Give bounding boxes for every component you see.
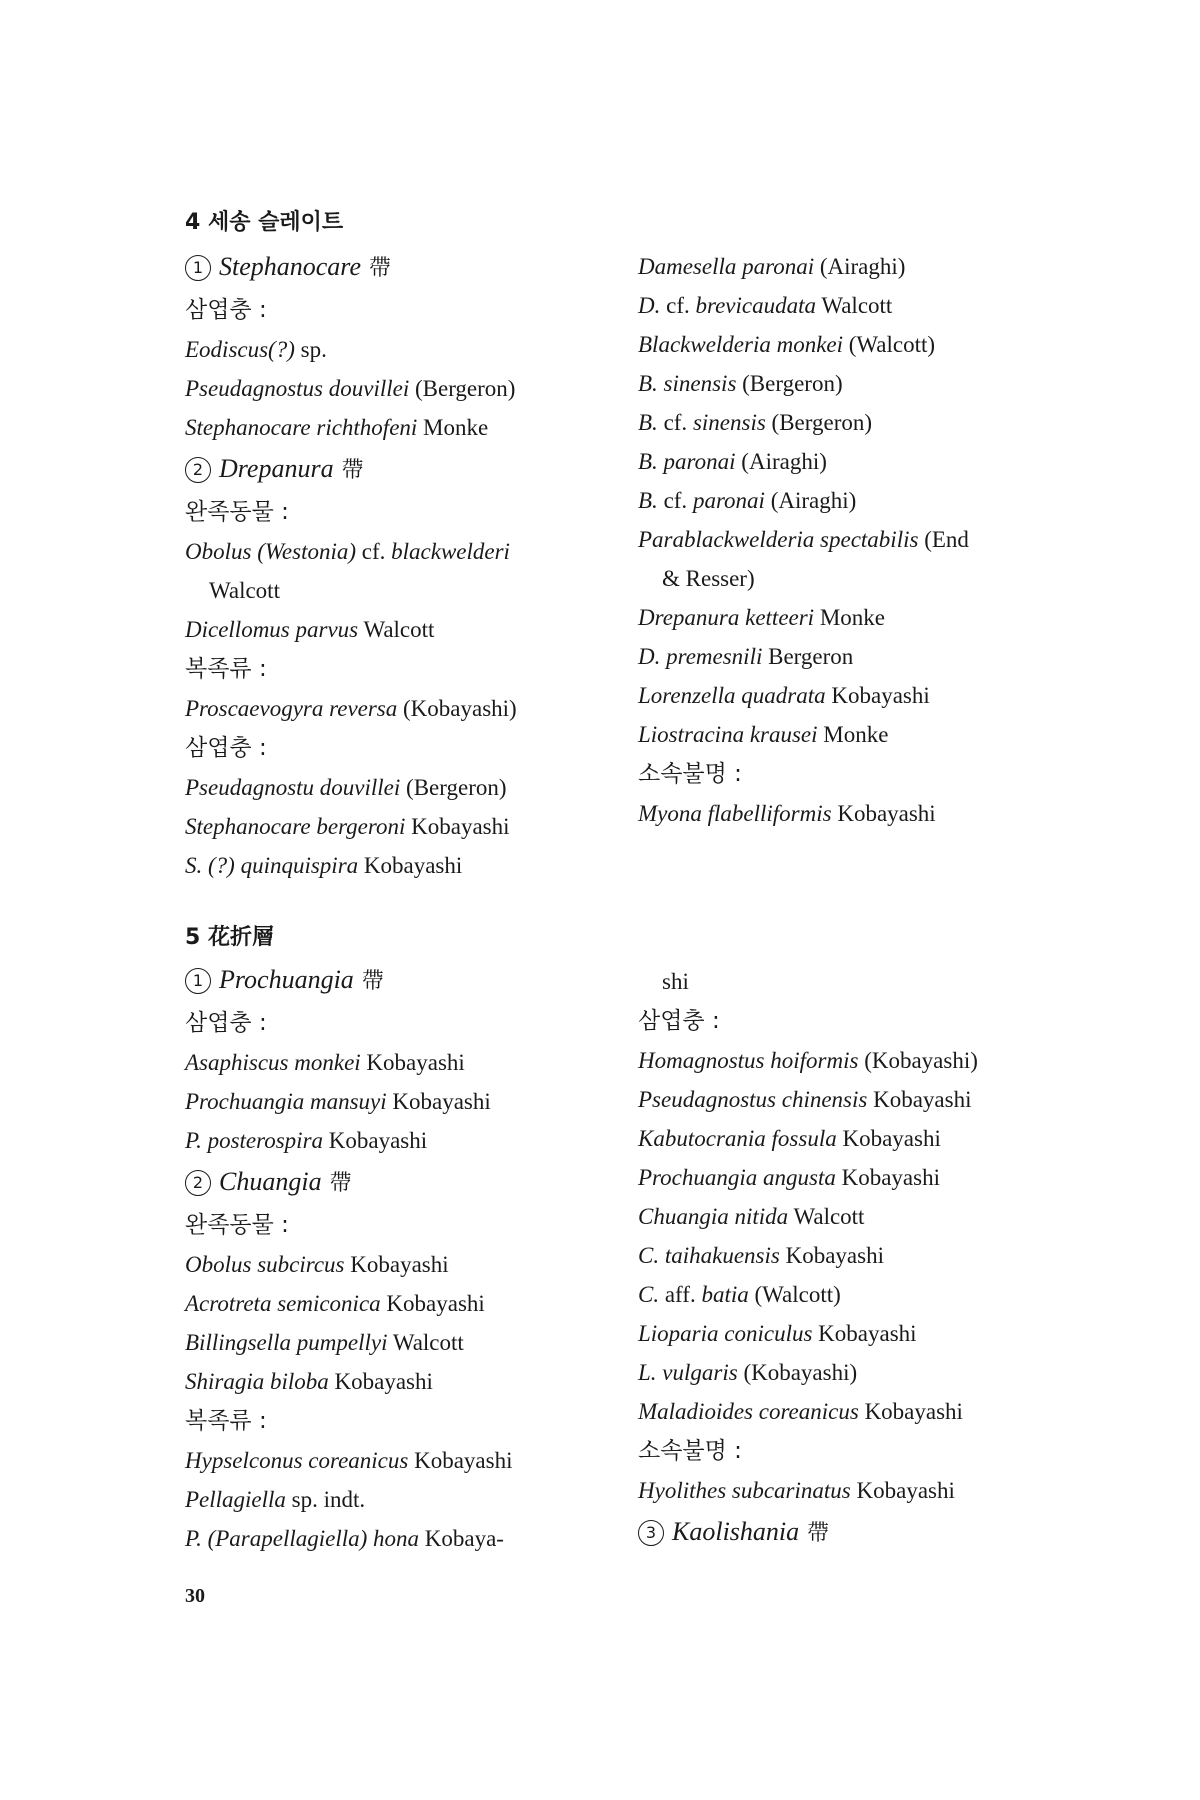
authority: Monke	[417, 415, 489, 440]
zone-heading	[185, 447, 625, 492]
species-entry	[638, 715, 1078, 754]
zone-number: 2	[185, 1170, 211, 1196]
species-entry	[185, 1082, 625, 1121]
authority: (Bergeron)	[400, 775, 507, 800]
species-name: Myona flabelliformis	[638, 801, 832, 826]
zone-heading	[185, 958, 625, 1003]
group-heading: 소속불명 :	[638, 1438, 742, 1464]
authority: cf.	[660, 293, 696, 318]
zone-heading	[185, 245, 625, 290]
species-name: paronai	[692, 488, 765, 513]
species-entry	[185, 610, 625, 649]
species-name: C. taihakuensis	[638, 1243, 780, 1268]
species-name: blackwelderi	[391, 539, 510, 564]
species-name: brevicaudata	[695, 293, 817, 318]
species-entry	[638, 1080, 1078, 1119]
species-entry	[185, 1480, 625, 1519]
authority: Walcott	[788, 1204, 865, 1229]
zone-name: Drepanura	[219, 454, 334, 483]
zone-heading	[185, 1160, 625, 1205]
zone-suffix: 帶	[369, 256, 392, 281]
species-entry	[185, 369, 625, 408]
species-entry	[185, 1519, 625, 1558]
column-left	[185, 958, 625, 1558]
species-entry	[185, 846, 625, 885]
species-name: Hypselconus coreanicus	[185, 1448, 409, 1473]
species-name: Homagnostus hoiformis	[638, 1048, 859, 1073]
species-name: Lioparia coniculus	[638, 1321, 813, 1346]
species-name: Pseudagnostu douvillei	[185, 775, 401, 800]
authority: Kobayashi	[779, 1243, 884, 1268]
species-entry	[638, 1158, 1078, 1197]
authority: Kobayashi	[825, 683, 930, 708]
species-name: Billingsella pumpellyi	[185, 1330, 388, 1355]
species-entry	[638, 1041, 1078, 1080]
authority: Kobayashi	[386, 1089, 491, 1114]
species-name: Liostracina krausei	[638, 722, 818, 747]
species-entry	[185, 1441, 625, 1480]
species-entry	[638, 1353, 1078, 1392]
species-name: B. sinensis	[638, 371, 737, 396]
authority: (Kobayashi)	[858, 1048, 978, 1073]
authority: Walcott	[816, 293, 893, 318]
species-name: Shiragia biloba	[185, 1369, 329, 1394]
species-entry	[638, 403, 1078, 442]
species-name: B. paronai	[638, 449, 736, 474]
species-name: Drepanura ketteeri	[638, 605, 815, 630]
species-entry	[185, 1245, 625, 1284]
authority: (Airaghi)	[735, 449, 827, 474]
entry-continuation	[638, 962, 1078, 1001]
authority: Kobayashi	[835, 1165, 940, 1190]
authority: sp.	[294, 337, 327, 362]
authority: Walcott	[209, 578, 280, 603]
species-entry	[638, 794, 1078, 833]
section-number: 5	[185, 925, 201, 950]
zone-suffix: 帶	[807, 1521, 830, 1546]
authority: Kobayashi	[344, 1252, 449, 1277]
species-entry	[185, 1323, 625, 1362]
species-name: batia	[701, 1282, 749, 1307]
authority: Monke	[814, 605, 885, 630]
species-entry	[185, 768, 625, 807]
zone-number: 1	[185, 968, 211, 994]
authority: (End	[918, 527, 969, 552]
species-entry	[185, 689, 625, 728]
authority: (Kobayashi)	[397, 696, 517, 721]
species-name: Prochuangia mansuyi	[185, 1089, 387, 1114]
species-name: Asaphiscus monkei	[185, 1050, 361, 1075]
authority: Monke	[817, 722, 889, 747]
species-name: Chuangia nitida	[638, 1204, 789, 1229]
species-name: Pellagiella	[185, 1487, 286, 1512]
authority: (Airaghi)	[764, 488, 857, 513]
species-name: Damesella paronai	[638, 254, 815, 279]
species-name: D. premesnili	[638, 644, 763, 669]
species-entry	[638, 1314, 1078, 1353]
authority: (Bergeron)	[736, 371, 843, 396]
zone-suffix: 帶	[341, 458, 364, 483]
authority: (Airaghi)	[814, 254, 906, 279]
authority: (Kobayashi)	[737, 1360, 858, 1385]
authority: Kobayashi	[328, 1369, 433, 1394]
authority: Kobayashi	[812, 1321, 917, 1346]
group-heading: 복족류 :	[185, 656, 267, 682]
species-name: P. (Parapellagiella) hona	[185, 1526, 420, 1551]
zone-name: Stephanocare	[219, 252, 361, 281]
authority: Kobayashi	[360, 1050, 465, 1075]
section-heading	[185, 205, 343, 236]
species-entry	[638, 247, 1078, 286]
group-heading: 복족류 :	[185, 1408, 267, 1434]
species-name: Acrotreta semiconica	[185, 1291, 381, 1316]
authority: Walcott	[387, 1330, 464, 1355]
authority: Kobayashi	[858, 1399, 963, 1424]
authority: Kobayashi	[408, 1448, 513, 1473]
authority: Kobayashi	[831, 801, 936, 826]
group-heading: 삼엽충 :	[185, 297, 267, 323]
group-heading: 삼엽충 :	[185, 1010, 267, 1036]
group-heading: 삼엽충 :	[638, 1008, 720, 1034]
species-entry	[638, 325, 1078, 364]
species-name: Blackwelderia monkei	[638, 332, 844, 357]
section-title: 花折層	[207, 925, 274, 950]
authority: Kobaya-	[419, 1526, 504, 1551]
species-entry	[638, 598, 1078, 637]
species-entry	[185, 532, 625, 571]
species-entry	[638, 481, 1078, 520]
species-entry	[638, 442, 1078, 481]
species-entry	[185, 330, 625, 369]
species-entry	[638, 676, 1078, 715]
authority: cf.	[356, 539, 392, 564]
authority: Kobayashi	[850, 1478, 955, 1503]
species-entry	[185, 408, 625, 447]
authority: shi	[662, 969, 689, 994]
zone-suffix: 帶	[329, 1171, 352, 1196]
species-name: Hyolithes subcarinatus	[638, 1478, 851, 1503]
species-name: B.	[638, 410, 658, 435]
species-name: Maladioides coreanicus	[638, 1399, 859, 1424]
species-name: Obolus subcircus	[185, 1252, 345, 1277]
authority: (Bergeron)	[765, 410, 873, 435]
zone-number: 1	[185, 255, 211, 281]
species-entry	[185, 807, 625, 846]
species-entry	[638, 1236, 1078, 1275]
authority: Walcott	[358, 617, 435, 642]
species-name: Pseudagnostus chinensis	[638, 1087, 868, 1112]
species-entry	[638, 637, 1078, 676]
authority: aff.	[659, 1282, 702, 1307]
authority: & Resser)	[662, 566, 755, 591]
species-name: sinensis	[692, 410, 766, 435]
species-entry	[638, 1119, 1078, 1158]
page-number: 30	[185, 1585, 205, 1607]
species-name: D.	[638, 293, 661, 318]
species-name: S. (?) quinquispira	[185, 853, 359, 878]
zone-heading	[638, 1510, 1078, 1555]
species-name: Kabutocrania fossula	[638, 1126, 837, 1151]
species-name: Lorenzella quadrata	[638, 683, 826, 708]
zone-suffix: 帶	[361, 969, 384, 994]
species-entry	[185, 1043, 625, 1082]
species-name: C.	[638, 1282, 660, 1307]
column-right	[638, 247, 1078, 833]
authority: Kobayashi	[380, 1291, 485, 1316]
authority: Kobayashi	[323, 1128, 428, 1153]
authority: sp. indt.	[285, 1487, 366, 1512]
species-name: Prochuangia angusta	[638, 1165, 836, 1190]
species-entry	[638, 1197, 1078, 1236]
authority: Bergeron	[762, 644, 854, 669]
species-entry	[638, 364, 1078, 403]
species-entry	[185, 1121, 625, 1160]
species-name: Proscaevogyra reversa	[185, 696, 398, 721]
species-entry	[185, 1284, 625, 1323]
species-name: Pseudagnostus douvillei	[185, 376, 410, 401]
section-heading	[185, 920, 274, 951]
species-entry	[185, 1362, 625, 1401]
zone-name: Chuangia	[219, 1167, 322, 1196]
entry-continuation	[185, 571, 625, 610]
authority: Kobayashi	[867, 1087, 972, 1112]
zone-name: Kaolishania	[672, 1517, 800, 1546]
species-name: Obolus (Westonia)	[185, 539, 357, 564]
species-entry	[638, 520, 1078, 559]
group-heading: 소속불명 :	[638, 761, 742, 787]
species-name: Parablackwelderia spectabilis	[638, 527, 919, 552]
authority: Kobayashi	[358, 853, 463, 878]
group-heading: 삼엽충 :	[185, 735, 267, 761]
group-heading: 완족동물 :	[185, 1212, 289, 1238]
species-entry	[638, 1392, 1078, 1431]
species-entry	[638, 1275, 1078, 1314]
column-right	[638, 962, 1078, 1555]
authority: cf.	[657, 488, 693, 513]
authority: Kobayashi	[836, 1126, 941, 1151]
column-left	[185, 245, 625, 885]
section-title: 세송 슬레이트	[207, 210, 344, 235]
authority: (Walcott)	[843, 332, 936, 357]
species-name: B.	[638, 488, 658, 513]
section-number: 4	[185, 210, 201, 235]
species-entry	[638, 1471, 1078, 1510]
authority: Kobayashi	[405, 814, 510, 839]
authority: cf.	[657, 410, 693, 435]
species-name: Stephanocare bergeroni	[185, 814, 406, 839]
species-name: L. vulgaris	[638, 1360, 738, 1385]
zone-name: Prochuangia	[219, 965, 354, 994]
species-name: Dicellomus parvus	[185, 617, 359, 642]
species-name: P. posterospira	[185, 1128, 324, 1153]
zone-number: 2	[185, 457, 211, 483]
authority: (Bergeron)	[409, 376, 516, 401]
authority: (Walcott)	[748, 1282, 841, 1307]
group-heading: 완족동물 :	[185, 499, 289, 525]
species-name: Stephanocare richthofeni	[185, 415, 418, 440]
zone-number: 3	[638, 1520, 664, 1546]
entry-continuation	[638, 559, 1078, 598]
species-entry	[638, 286, 1078, 325]
species-name: Eodiscus(?)	[185, 337, 295, 362]
